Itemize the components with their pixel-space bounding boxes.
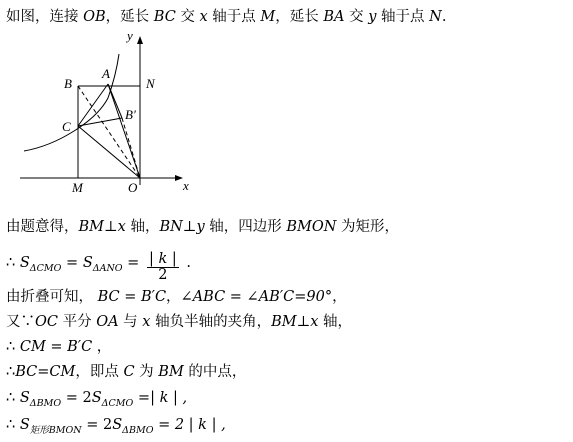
- subscript: ΔANO: [92, 263, 123, 274]
- label-N: N: [146, 76, 155, 91]
- text: 交: [175, 9, 200, 25]
- x-var: x: [117, 219, 126, 235]
- area-symbol: S: [91, 390, 102, 406]
- text: 轴，: [125, 219, 160, 235]
- step-3: [6, 288, 347, 306]
- equation: CM = B′C: [19, 339, 93, 355]
- segment-BM-text: BM: [158, 364, 184, 380]
- equals: =: [61, 255, 83, 271]
- step-5: [6, 338, 111, 356]
- text: 为: [134, 364, 159, 380]
- text: ，延长: [275, 9, 324, 25]
- label-x: x: [183, 178, 189, 193]
- label-y: y: [127, 28, 133, 43]
- label-Bprime: B′: [125, 107, 136, 122]
- segment-BN-text: BN: [159, 219, 183, 235]
- fraction-numerator: | k |: [148, 251, 177, 267]
- step-7: [6, 389, 187, 413]
- subscript: ΔBMO: [122, 425, 154, 436]
- x-axis-arrow-icon: [175, 175, 183, 181]
- text: .: [181, 255, 191, 271]
- segment-BM-text: BM: [271, 314, 297, 330]
- step-2-area-equation: [6, 252, 191, 283]
- subscript: 矩形BMON: [29, 425, 82, 436]
- y-var: y: [196, 219, 205, 235]
- text: 轴于点: [376, 9, 430, 25]
- label-A: A: [102, 66, 110, 81]
- step-4: [6, 313, 352, 331]
- text: 平分: [57, 314, 97, 330]
- step-1: [6, 218, 399, 236]
- segment-CBp: [78, 118, 122, 126]
- therefore-symbol: ∴: [6, 390, 20, 406]
- subscript: ΔCMO: [29, 263, 62, 274]
- area-symbol: S: [19, 417, 30, 433]
- step-8: [6, 416, 226, 440]
- text: 与: [118, 314, 143, 330]
- text: 轴于点: [207, 9, 261, 25]
- label-M: M: [72, 180, 83, 195]
- segment-OC-text: OC: [35, 314, 58, 330]
- equals: = 2: [61, 390, 92, 406]
- x-var: x: [142, 314, 151, 330]
- segment-BA: BA: [323, 9, 345, 25]
- text: ，即点: [75, 364, 124, 380]
- text: ，延长: [105, 9, 154, 25]
- text: 又∵: [6, 314, 35, 330]
- equals: = 2: [81, 417, 113, 433]
- text: 为矩形，: [336, 219, 400, 235]
- text: 轴负半轴的夹角，: [150, 314, 272, 330]
- label-C: C: [62, 119, 71, 134]
- text: ，: [332, 289, 347, 305]
- step-6: [6, 363, 246, 381]
- text: ，: [92, 339, 112, 355]
- therefore-symbol: ∴: [6, 339, 20, 355]
- area-symbol: S: [82, 255, 93, 271]
- text: ，: [166, 289, 181, 305]
- segment-BC: BC: [153, 9, 176, 25]
- area-symbol: S: [112, 417, 123, 433]
- segment-ABp: [108, 84, 122, 118]
- text: 由折叠可知，: [6, 289, 98, 305]
- dashed-segment-OB: [78, 86, 140, 178]
- point-M: M: [260, 9, 276, 25]
- fraction-denominator: 2: [158, 267, 168, 283]
- x-var: x: [199, 9, 208, 25]
- angle-equation: ∠ABC = ∠AB′C=90°: [180, 289, 333, 305]
- segment-OA-text: OA: [96, 314, 119, 330]
- area-symbol: S: [19, 255, 30, 271]
- therefore-symbol: ∴: [6, 255, 20, 271]
- y-axis-arrow-icon: [137, 36, 143, 44]
- perpendicular-symbol: ⊥: [182, 219, 197, 235]
- text: 轴，四边形: [204, 219, 287, 235]
- subscript: ΔCMO: [101, 398, 134, 409]
- segment-BM-text: BM: [78, 219, 105, 235]
- text: 交: [344, 9, 369, 25]
- text: =| k | ,: [133, 390, 188, 406]
- perpendicular-symbol: ⊥: [296, 314, 311, 330]
- x-var: x: [310, 314, 319, 330]
- segment-OB: OB: [83, 9, 106, 25]
- equation: BC = B′C: [97, 289, 167, 305]
- text: 的中点，: [183, 364, 247, 380]
- label-B: B: [64, 76, 72, 91]
- y-var: y: [368, 9, 377, 25]
- point-N: N: [429, 9, 442, 25]
- point-C: C: [123, 364, 135, 380]
- text: .: [441, 9, 447, 25]
- label-O: O: [128, 180, 138, 195]
- therefore-symbol: ∴: [6, 364, 16, 380]
- equals: =: [122, 255, 144, 271]
- fraction: [147, 252, 179, 283]
- quad-BMON: BMON: [286, 219, 337, 235]
- text: = 2 | k | ,: [153, 417, 226, 433]
- area-symbol: S: [19, 390, 30, 406]
- segment-OA: [108, 84, 140, 178]
- text: 如图，连接: [6, 9, 84, 25]
- equation: BC=CM: [15, 364, 76, 380]
- therefore-symbol: ∴: [6, 417, 20, 433]
- perpendicular-symbol: ⊥: [104, 219, 118, 235]
- subscript: ΔBMO: [29, 398, 62, 409]
- text: 轴，: [318, 314, 353, 330]
- text: 由题意得，: [6, 219, 79, 235]
